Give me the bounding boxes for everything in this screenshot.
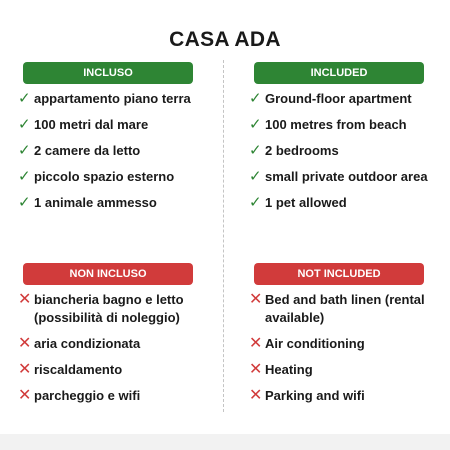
english-included-list [249,90,444,212]
italian-included-header: INCLUSO [23,62,193,84]
item-label: Parking and wifi [265,387,365,403]
list-item [18,361,213,379]
check-icon: ✓ [249,168,262,185]
list-item [249,90,444,108]
cross-icon: ✕ [18,291,32,308]
column-divider [223,60,224,412]
list-item [18,168,213,186]
item-label: biancheria bagno e letto (possibilità di noleggio) [34,292,184,325]
list-item [249,116,444,134]
check-icon: ✓ [18,194,31,211]
item-label: 100 metri dal mare [34,117,149,132]
page-title: CASA ADA [169,28,281,51]
check-icon: ✓ [249,90,262,107]
item-label: 100 metres from beach [265,117,407,132]
check-icon: ✓ [18,116,31,133]
italian-included-section [18,62,213,220]
list-item [18,387,213,405]
item-label: 2 camere da letto [34,143,141,158]
list-item [249,361,444,379]
list-item [249,142,444,160]
cross-icon: ✕ [249,334,263,352]
italian-excluded-header: NON INCLUSO [23,263,193,285]
english-included-section [249,62,444,220]
item-label: parcheggio e wifi [34,387,141,403]
footer-band [0,434,450,450]
list-item [249,168,444,186]
italian-included-list [18,90,213,212]
italian-excluded-section [18,263,213,413]
english-excluded-section [249,263,444,413]
item-label: Ground-floor apartment [265,91,412,106]
check-icon: ✓ [18,90,31,107]
english-excluded-header: NOT INCLUDED [254,263,424,285]
item-label: small private outdoor area [265,169,428,184]
item-label: 2 bedrooms [265,143,339,158]
cross-icon: ✕ [18,386,32,404]
check-icon: ✓ [249,142,262,159]
list-item [249,291,444,326]
item-label: Bed and bath linen (rental available) [265,292,425,325]
cross-icon: ✕ [249,291,263,308]
item-label: 1 animale ammesso [34,195,157,210]
list-item [18,142,213,160]
list-item [249,387,444,405]
cross-icon: ✕ [249,360,263,378]
italian-excluded-list [18,291,213,404]
list-item [18,291,213,326]
list-item [249,335,444,353]
english-excluded-list [249,291,444,404]
item-label: Heating [265,361,313,377]
list-item [18,116,213,134]
item-label: 1 pet allowed [265,195,347,210]
item-label: piccolo spazio esterno [34,169,175,184]
item-label: Air conditioning [265,335,365,351]
item-label: aria condizionata [34,335,141,351]
english-included-header: INCLUDED [254,62,424,84]
cross-icon: ✕ [249,386,263,404]
cross-icon: ✕ [18,360,32,378]
item-label: riscaldamento [34,361,123,377]
check-icon: ✓ [249,194,262,211]
check-icon: ✓ [18,142,31,159]
item-label: appartamento piano terra [34,91,191,106]
cross-icon: ✕ [18,334,32,352]
list-item [18,335,213,353]
check-icon: ✓ [249,116,262,133]
list-item [18,90,213,108]
check-icon: ✓ [18,168,31,185]
list-item [18,194,213,212]
list-item [249,194,444,212]
